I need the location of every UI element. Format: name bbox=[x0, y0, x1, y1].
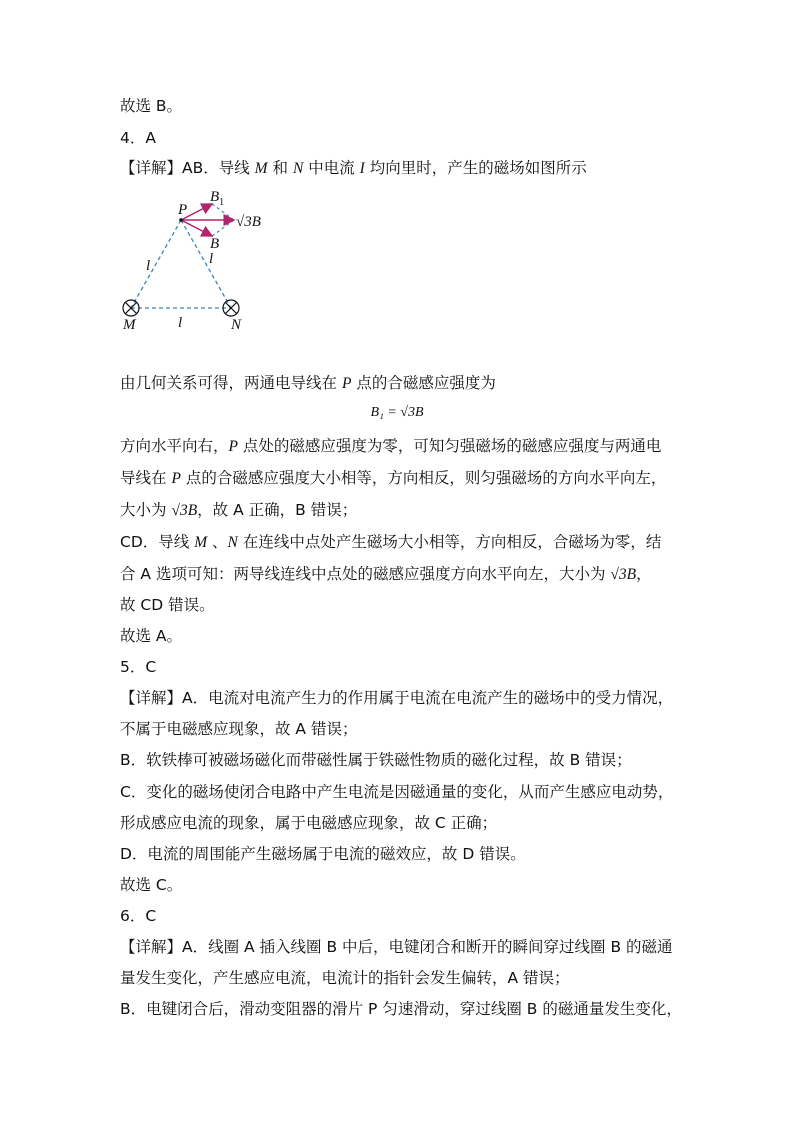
wire-m-into-page-icon bbox=[123, 300, 139, 316]
label-n: N bbox=[231, 317, 242, 333]
text-line: 故选 C。 bbox=[120, 876, 183, 894]
text-line: 合 A 选项可知：两导线连线中点处的磁感应强度方向水平向左，大小为 √3B， bbox=[120, 565, 652, 583]
question-number-6: 6．C bbox=[120, 907, 157, 925]
text-line: D．电流的周围能产生磁场属于电流的磁效应，故 D 错误。 bbox=[120, 845, 526, 863]
text-line: B．软铁棒可被磁场磁化而带磁性属于铁磁性物质的磁化过程，故 B 错误； bbox=[120, 751, 632, 769]
text-line: CD．导线 M 、N 在连线中点处产生磁场大小相等，方向相反，合磁场为零，结 bbox=[120, 533, 662, 551]
dashed-side-pm bbox=[131, 220, 181, 308]
magnetic-field-diagram bbox=[112, 182, 282, 337]
text-line: 故选 B。 bbox=[120, 97, 183, 115]
text-line: 大小为 √3B，故 A 正确，B 错误； bbox=[120, 501, 358, 519]
text-line: 【详解】AB．导线 M 和 N 中电流 I 均向里时，产生的磁场如图所示 bbox=[120, 159, 587, 177]
question-number-5: 5．C bbox=[120, 658, 157, 676]
dashed-parallelogram-2 bbox=[212, 220, 234, 236]
text-line: 【详解】A．电流对电流产生力的作用属于电流在电流产生的磁场中的受力情况， bbox=[120, 689, 674, 707]
text-line: 导线在 P 点的合磁感应强度大小相等，方向相反，则匀强磁场的方向水平向左， bbox=[120, 469, 667, 487]
label-sqrt3b: √3B bbox=[236, 214, 261, 230]
equation-b1: B₁ = √3B bbox=[370, 405, 424, 420]
text-line: 由几何关系可得，两通电导线在 P 点的合磁感应强度为 bbox=[120, 374, 496, 392]
point-p bbox=[179, 218, 183, 222]
label-p: P bbox=[178, 202, 188, 218]
label-b1: $B_1$ bbox=[210, 189, 225, 208]
text-line: 故 CD 错误。 bbox=[120, 596, 215, 614]
label-l-left: l bbox=[146, 258, 151, 274]
text-line: 【详解】A．线圈 A 插入线圈 B 中后，电键闭合和断开的瞬间穿过线圈 B 的磁通 bbox=[120, 938, 673, 956]
text-line: 不属于电磁感应现象，故 A 错误； bbox=[120, 720, 358, 738]
text-line: C．变化的磁场使闭合电路中产生电流是因磁通量的变化，从而产生感应电动势， bbox=[120, 783, 674, 801]
text-line: 故选 A。 bbox=[120, 627, 183, 645]
text-line: B．电键闭合后，滑动变阻器的滑片 P 匀速滑动，穿过线圈 B 的磁通量发生变化， bbox=[120, 1000, 682, 1018]
text-line: 方向水平向右，P 点处的磁感应强度为零，可知匀强磁场的磁感应强度与两通电 bbox=[120, 437, 662, 455]
label-m: M bbox=[123, 317, 136, 333]
question-number-4: 4．A bbox=[120, 129, 156, 147]
label-l-bottom: l bbox=[178, 315, 183, 331]
label-l-right: l bbox=[209, 251, 214, 267]
text-line: 量发生变化，产生感应电流，电流计的指针会发生偏转，A 错误； bbox=[120, 969, 570, 987]
label-b: B bbox=[210, 236, 220, 252]
text-line: 形成感应电流的现象，属于电磁感应现象，故 C 正确； bbox=[120, 814, 498, 832]
